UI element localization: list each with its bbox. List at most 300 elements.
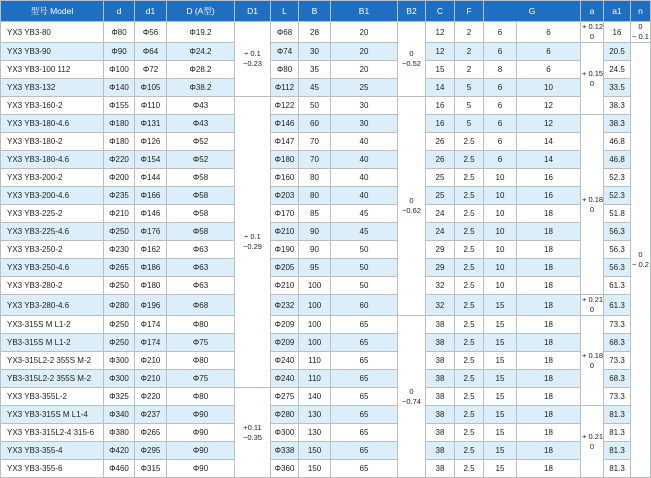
B-cell: 65 — [331, 442, 398, 460]
D-cell: Φ52 — [167, 151, 235, 169]
tolerance-lower: 0 — [589, 32, 595, 41]
D-cell: Φ63 — [167, 241, 235, 259]
d1-cell: Φ131 — [135, 115, 167, 133]
G-cell: 52.3 — [604, 169, 631, 187]
C-cell: 10 — [484, 241, 517, 259]
B1-cell: 38 — [426, 460, 455, 478]
B2-cell: 2.5 — [455, 241, 484, 259]
G-cell: 81.3 — [604, 406, 631, 424]
model-cell: YX3 YB3-355-4 — [1, 442, 104, 460]
table-row — [1, 22, 651, 43]
B-cell: 20 — [331, 43, 398, 61]
G-cell: 73.3 — [604, 316, 631, 334]
model-cell: YX3 YB3-355-6 — [1, 460, 104, 478]
C-cell: 15 — [484, 460, 517, 478]
B2-cell: 2.5 — [455, 277, 484, 295]
D-cell: Φ75 — [167, 334, 235, 352]
table-row — [1, 151, 651, 169]
tolerance-cell — [631, 22, 651, 43]
B1-cell: 25 — [426, 169, 455, 187]
d1-cell: Φ210 — [135, 370, 167, 388]
D-cell: Φ90 — [167, 424, 235, 442]
D1-cell: Φ232 — [271, 295, 299, 316]
table-row — [1, 295, 651, 316]
d1-cell: Φ56 — [135, 22, 167, 43]
B1-cell: 14 — [426, 79, 455, 97]
D-cell: Φ58 — [167, 223, 235, 241]
B2-cell: 2.5 — [455, 205, 484, 223]
F-cell: 16 — [517, 169, 581, 187]
B2-cell: 2.5 — [455, 424, 484, 442]
G-cell: 81.3 — [604, 442, 631, 460]
L-cell: 110 — [299, 370, 331, 388]
C-cell: 6 — [484, 115, 517, 133]
tolerance-upper: ÷ 0.1 — [244, 49, 261, 58]
d1-cell: Φ210 — [135, 352, 167, 370]
G-cell: 73.3 — [604, 388, 631, 406]
B1-cell: 38 — [426, 406, 455, 424]
d-cell: Φ300 — [104, 370, 135, 388]
tolerance-upper: + 0.21 — [582, 431, 604, 441]
C-cell: 6 — [484, 22, 517, 43]
D1-cell: Φ112 — [271, 79, 299, 97]
d-cell: Φ90 — [104, 43, 135, 61]
D1-cell: Φ300 — [271, 424, 299, 442]
L-cell: 90 — [299, 223, 331, 241]
D1-cell: Φ147 — [271, 133, 299, 151]
d-cell: Φ250 — [104, 334, 135, 352]
table-row — [1, 424, 651, 442]
C-cell: 10 — [484, 187, 517, 205]
d1-cell: Φ105 — [135, 79, 167, 97]
B-cell: 25 — [331, 79, 398, 97]
B1-cell: 38 — [426, 316, 455, 334]
model-cell: YB3-315L2-2 355S M-2 — [1, 370, 104, 388]
tolerance-lower: −0.29 — [243, 242, 262, 251]
B2-cell: 2.5 — [455, 259, 484, 277]
B-cell: 50 — [331, 259, 398, 277]
F-cell: 18 — [517, 352, 581, 370]
B2-cell: 2.5 — [455, 388, 484, 406]
model-cell: YX3 YB3-225-4.6 — [1, 223, 104, 241]
B2-cell: 5 — [455, 115, 484, 133]
table-row — [1, 316, 651, 334]
d-cell: Φ250 — [104, 316, 135, 334]
D-cell: Φ90 — [167, 406, 235, 424]
tolerance-cell — [581, 295, 604, 316]
F-cell: 18 — [517, 370, 581, 388]
C-cell: 10 — [484, 259, 517, 277]
d1-cell: Φ72 — [135, 61, 167, 79]
C-cell: 6 — [484, 43, 517, 61]
L-cell: 90 — [299, 241, 331, 259]
B1-cell: 38 — [426, 424, 455, 442]
tolerance-cell — [398, 97, 426, 316]
B-cell: 65 — [331, 334, 398, 352]
C-cell: 10 — [484, 277, 517, 295]
F-cell: 6 — [517, 61, 581, 79]
F-cell: 18 — [517, 334, 581, 352]
model-cell: YX3 YB3-160-2 — [1, 97, 104, 115]
tolerance-lower: 0 — [589, 78, 595, 88]
G-cell: 61.3 — [604, 277, 631, 295]
D-cell: Φ90 — [167, 460, 235, 478]
table-row — [1, 370, 651, 388]
B1-cell: 32 — [426, 295, 455, 316]
D-cell: Φ80 — [167, 352, 235, 370]
D-cell: Φ19.2 — [167, 22, 235, 43]
tolerance-cell — [581, 316, 604, 406]
G-cell: 68.3 — [604, 334, 631, 352]
C-cell: 15 — [484, 424, 517, 442]
F-cell: 16 — [517, 187, 581, 205]
D1-cell: Φ240 — [271, 352, 299, 370]
D-cell: Φ43 — [167, 115, 235, 133]
d1-cell: Φ220 — [135, 388, 167, 406]
F-cell: 6 — [517, 43, 581, 61]
F-cell: 14 — [517, 133, 581, 151]
F-cell: 12 — [517, 97, 581, 115]
column-header-b: B — [299, 1, 331, 22]
B1-cell: 26 — [426, 133, 455, 151]
d1-cell: Φ265 — [135, 424, 167, 442]
d-cell: Φ220 — [104, 151, 135, 169]
tolerance-cell — [398, 316, 426, 478]
D-cell: Φ43 — [167, 97, 235, 115]
D-cell: Φ24.2 — [167, 43, 235, 61]
d-cell: Φ340 — [104, 406, 135, 424]
d1-cell: Φ166 — [135, 187, 167, 205]
table-row — [1, 79, 651, 97]
column-header-d1: D1 — [235, 1, 271, 22]
B-cell: 65 — [331, 388, 398, 406]
C-cell: 15 — [484, 388, 517, 406]
D-cell: Φ28.2 — [167, 61, 235, 79]
d1-cell: Φ110 — [135, 97, 167, 115]
column-header-d1: d1 — [135, 1, 167, 22]
B2-cell: 2.5 — [455, 151, 484, 169]
L-cell: 100 — [299, 316, 331, 334]
G-cell: 38.3 — [604, 97, 631, 115]
d-cell: Φ230 — [104, 241, 135, 259]
B2-cell: 2.5 — [455, 370, 484, 388]
table-row — [1, 388, 651, 406]
tolerance-upper: ÷ 0.1 — [244, 232, 261, 241]
L-cell: 100 — [299, 277, 331, 295]
tolerance-cell — [398, 22, 426, 97]
d1-cell: Φ154 — [135, 151, 167, 169]
G-cell: 81.3 — [604, 460, 631, 478]
C-cell: 15 — [484, 334, 517, 352]
F-cell: 12 — [517, 115, 581, 133]
L-cell: 150 — [299, 442, 331, 460]
L-cell: 70 — [299, 133, 331, 151]
C-cell: 10 — [484, 223, 517, 241]
table-body — [1, 22, 651, 478]
F-cell: 6 — [517, 22, 581, 43]
F-cell: 18 — [517, 205, 581, 223]
D1-cell: Φ190 — [271, 241, 299, 259]
D1-cell: Φ146 — [271, 115, 299, 133]
d-cell: Φ265 — [104, 259, 135, 277]
column-header-b1: B1 — [331, 1, 398, 22]
B1-cell: 25 — [426, 187, 455, 205]
B1-cell: 29 — [426, 241, 455, 259]
d1-cell: Φ315 — [135, 460, 167, 478]
model-cell: YX3-315L2-2 355S M-2 — [1, 352, 104, 370]
F-cell: 18 — [517, 295, 581, 316]
d-cell: Φ80 — [104, 22, 135, 43]
B2-cell: 2 — [455, 43, 484, 61]
B-cell: 65 — [331, 370, 398, 388]
d1-cell: Φ144 — [135, 169, 167, 187]
B2-cell: 2.5 — [455, 169, 484, 187]
G-cell: 56.3 — [604, 259, 631, 277]
B1-cell: 29 — [426, 259, 455, 277]
model-cell: YX3 YB3-100 112 — [1, 61, 104, 79]
tolerance-upper: + 0.15 — [582, 68, 604, 78]
B1-cell: 24 — [426, 223, 455, 241]
B-cell: 20 — [331, 61, 398, 79]
model-cell: YX3 YB3-200-2 — [1, 169, 104, 187]
column-header-d: D (A型) — [167, 1, 235, 22]
F-cell: 18 — [517, 424, 581, 442]
table-row — [1, 43, 651, 61]
D1-cell: Φ209 — [271, 334, 299, 352]
d-cell: Φ180 — [104, 133, 135, 151]
C-cell: 8 — [484, 61, 517, 79]
tolerance-upper: 0 — [409, 49, 414, 58]
tolerance-upper: + 0.12 — [582, 22, 604, 31]
table-row — [1, 277, 651, 295]
G-cell: 46.8 — [604, 133, 631, 151]
G-cell: 46.8 — [604, 151, 631, 169]
table-row — [1, 187, 651, 205]
D1-cell: Φ170 — [271, 205, 299, 223]
tolerance-upper: + 0.18 — [582, 350, 604, 360]
model-cell: YX3 YB3-280-2 — [1, 277, 104, 295]
C-cell: 15 — [484, 442, 517, 460]
L-cell: 60 — [299, 115, 331, 133]
B2-cell: 2.5 — [455, 406, 484, 424]
L-cell: 80 — [299, 187, 331, 205]
tolerance-upper: +0.11 — [243, 422, 262, 432]
d1-cell: Φ176 — [135, 223, 167, 241]
column-header-a1: a1 — [604, 1, 631, 22]
B-cell: 30 — [331, 97, 398, 115]
L-cell: 35 — [299, 61, 331, 79]
B1-cell: 38 — [426, 388, 455, 406]
d1-cell: Φ196 — [135, 295, 167, 316]
model-cell: YX3 YB3-132 — [1, 79, 104, 97]
D1-cell: Φ240 — [271, 370, 299, 388]
d-cell: Φ250 — [104, 277, 135, 295]
tolerance-upper: 0 — [638, 250, 643, 259]
D-cell: Φ68 — [167, 295, 235, 316]
d-cell: Φ300 — [104, 352, 135, 370]
d-cell: Φ180 — [104, 115, 135, 133]
B1-cell: 32 — [426, 277, 455, 295]
model-cell: YX3 YB3-280-4.6 — [1, 295, 104, 316]
B1-cell: 38 — [426, 370, 455, 388]
d-cell: Φ140 — [104, 79, 135, 97]
B2-cell: 2.5 — [455, 133, 484, 151]
F-cell: 18 — [517, 277, 581, 295]
tolerance-upper: 0 — [409, 386, 414, 396]
G-cell: 51.8 — [604, 205, 631, 223]
G-cell: 38.3 — [604, 115, 631, 133]
table-row — [1, 241, 651, 259]
B2-cell: 2.5 — [455, 295, 484, 316]
model-cell: YX3 YB3-90 — [1, 43, 104, 61]
G-cell: 56.3 — [604, 223, 631, 241]
D1-cell: Φ122 — [271, 97, 299, 115]
G-cell: 52.3 — [604, 187, 631, 205]
d1-cell: Φ180 — [135, 277, 167, 295]
B2-cell: 5 — [455, 97, 484, 115]
tolerance-lower: − 0.1 — [632, 32, 649, 41]
L-cell: 100 — [299, 334, 331, 352]
d1-cell: Φ237 — [135, 406, 167, 424]
B-cell: 40 — [331, 133, 398, 151]
D1-cell: Φ205 — [271, 259, 299, 277]
column-header-g: G — [484, 1, 581, 22]
tolerance-upper: 0 — [409, 196, 414, 205]
C-cell: 15 — [484, 295, 517, 316]
column-header-c: C — [426, 1, 455, 22]
G-cell: 33.5 — [604, 79, 631, 97]
D1-cell: Φ280 — [271, 406, 299, 424]
table-row — [1, 406, 651, 424]
D1-cell: Φ338 — [271, 442, 299, 460]
model-cell: YX3 YB3-180-4.6 — [1, 115, 104, 133]
F-cell: 18 — [517, 259, 581, 277]
d-cell: Φ380 — [104, 424, 135, 442]
B1-cell: 38 — [426, 442, 455, 460]
B-cell: 45 — [331, 223, 398, 241]
L-cell: 50 — [299, 97, 331, 115]
model-cell: YX3 YB3-180-4.6 — [1, 151, 104, 169]
table-row — [1, 205, 651, 223]
B-cell: 65 — [331, 406, 398, 424]
C-cell: 10 — [484, 169, 517, 187]
B2-cell: 2.5 — [455, 316, 484, 334]
table-row — [1, 223, 651, 241]
B-cell: 60 — [331, 295, 398, 316]
B-cell: 40 — [331, 169, 398, 187]
tolerance-lower: 0 — [589, 360, 595, 370]
model-cell: YX3 YB3-250-2 — [1, 241, 104, 259]
C-cell: 15 — [484, 316, 517, 334]
B2-cell: 2 — [455, 61, 484, 79]
D1-cell: Φ210 — [271, 277, 299, 295]
tolerance-upper: + 0.21 — [582, 295, 604, 304]
d-cell: Φ235 — [104, 187, 135, 205]
F-cell: 18 — [517, 442, 581, 460]
tolerance-lower: 0 — [589, 305, 595, 314]
d-cell: Φ460 — [104, 460, 135, 478]
d1-cell: Φ174 — [135, 334, 167, 352]
B1-cell: 38 — [426, 334, 455, 352]
model-cell: YX3 YB3-315L2-4 315-6 — [1, 424, 104, 442]
D-cell: Φ38.2 — [167, 79, 235, 97]
tolerance-lower: − 0.2 — [632, 260, 649, 269]
D-cell: Φ80 — [167, 388, 235, 406]
d1-cell: Φ162 — [135, 241, 167, 259]
tolerance-cell — [581, 22, 604, 43]
C-cell: 6 — [484, 133, 517, 151]
B-cell: 65 — [331, 316, 398, 334]
B2-cell: 2.5 — [455, 442, 484, 460]
model-cell: YX3 YB3-80 — [1, 22, 104, 43]
G-cell: 68.3 — [604, 370, 631, 388]
G-cell: 20.5 — [604, 43, 631, 61]
model-cell: YX3 YB3-180-2 — [1, 133, 104, 151]
L-cell: 70 — [299, 151, 331, 169]
B1-cell: 38 — [426, 352, 455, 370]
tolerance-cell — [235, 97, 271, 388]
model-cell: YX3-315S M L1-2 — [1, 316, 104, 334]
C-cell: 15 — [484, 370, 517, 388]
G-cell: 81.3 — [604, 424, 631, 442]
table-row — [1, 115, 651, 133]
column-header-model: 型号 Model — [1, 1, 104, 22]
B2-cell: 2.5 — [455, 352, 484, 370]
column-header-f: F — [455, 1, 484, 22]
D1-cell: Φ68 — [271, 22, 299, 43]
F-cell: 18 — [517, 406, 581, 424]
L-cell: 130 — [299, 406, 331, 424]
B2-cell: 2.5 — [455, 187, 484, 205]
B1-cell: 16 — [426, 115, 455, 133]
table-row — [1, 169, 651, 187]
D1-cell: Φ210 — [271, 223, 299, 241]
D1-cell: Φ203 — [271, 187, 299, 205]
D-cell: Φ58 — [167, 187, 235, 205]
L-cell: 85 — [299, 205, 331, 223]
G-cell: 61.3 — [604, 295, 631, 316]
tolerance-lower: −0.74 — [402, 396, 421, 406]
tolerance-upper: + 0.18 — [582, 194, 604, 204]
tolerance-lower: −0.23 — [243, 59, 262, 68]
d1-cell: Φ64 — [135, 43, 167, 61]
C-cell: 15 — [484, 406, 517, 424]
B-cell: 50 — [331, 241, 398, 259]
tolerance-cell — [631, 43, 651, 478]
F-cell: 18 — [517, 241, 581, 259]
D-cell: Φ75 — [167, 370, 235, 388]
table-row — [1, 133, 651, 151]
tolerance-lower: −0.62 — [402, 206, 421, 215]
D1-cell: Φ360 — [271, 460, 299, 478]
D1-cell: Φ275 — [271, 388, 299, 406]
G-cell: 73.3 — [604, 352, 631, 370]
B2-cell: 2.5 — [455, 334, 484, 352]
F-cell: 18 — [517, 388, 581, 406]
model-cell: YX3 YB3-200-4.6 — [1, 187, 104, 205]
D-cell: Φ63 — [167, 259, 235, 277]
D-cell: Φ63 — [167, 277, 235, 295]
B-cell: 40 — [331, 151, 398, 169]
tolerance-cell — [581, 406, 604, 478]
B-cell: 45 — [331, 205, 398, 223]
tolerance-upper: 0 — [638, 22, 643, 31]
tolerance-cell — [235, 22, 271, 97]
tolerance-lower: 0 — [589, 204, 595, 214]
G-cell: 56.3 — [604, 241, 631, 259]
D-cell: Φ52 — [167, 133, 235, 151]
B-cell: 65 — [331, 424, 398, 442]
